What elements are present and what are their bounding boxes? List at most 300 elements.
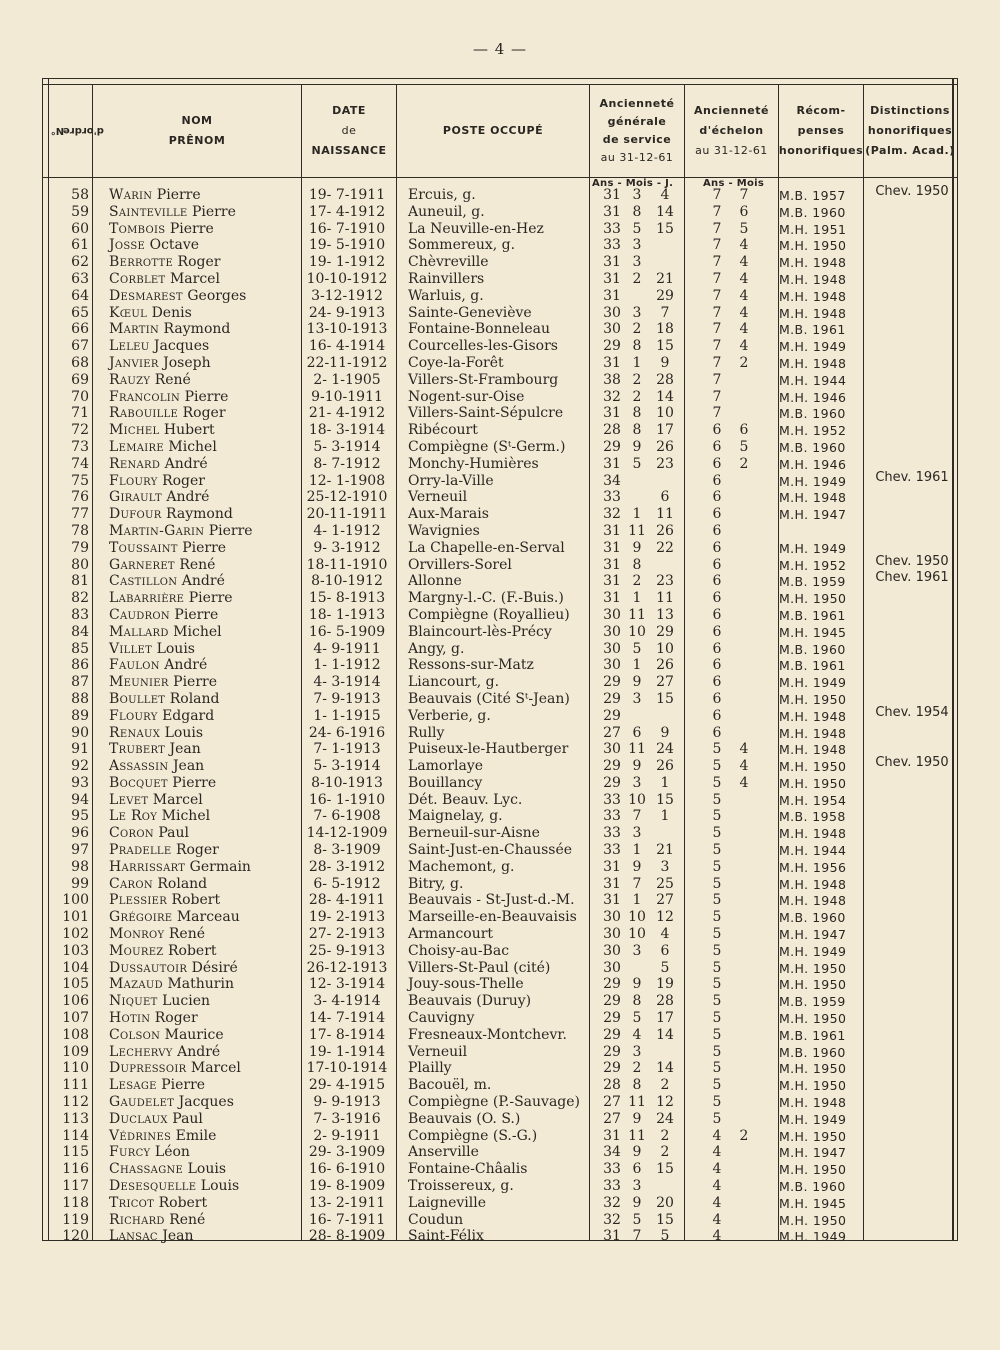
first-name: Robert <box>168 942 217 959</box>
row-number: 119 <box>62 1211 89 1228</box>
first-name: Marceau <box>176 909 240 926</box>
name-cell <box>109 1212 205 1229</box>
row-number: 112 <box>62 1094 89 1111</box>
row-number: 69 <box>71 371 89 388</box>
name-cell <box>109 607 218 624</box>
honorific-award: M.H. 1948 <box>779 708 847 724</box>
table-row <box>43 674 959 691</box>
table-row <box>43 960 959 977</box>
echelon-years: 7 <box>712 203 722 220</box>
service-years: 30 <box>603 606 621 623</box>
service-days: 28 <box>656 993 674 1010</box>
table-row <box>43 691 959 708</box>
echelon-years: 7 <box>712 388 722 405</box>
echelon-years: 5 <box>712 842 722 859</box>
first-name: Roger <box>182 405 226 422</box>
table-row <box>43 271 959 288</box>
echelon-years: 7 <box>712 187 722 203</box>
row-number: 91 <box>71 741 89 758</box>
service-years: 31 <box>603 590 621 607</box>
service-years: 30 <box>603 926 621 943</box>
post-occupied: Machemont, g. <box>408 858 515 875</box>
post-occupied: Nogent-sur-Oise <box>408 388 525 405</box>
surname: Rauzy <box>109 371 151 388</box>
service-days: 11 <box>656 590 674 607</box>
table-row <box>43 1111 959 1128</box>
post-occupied: La Chapelle-en-Serval <box>408 539 565 556</box>
birth-date: 19- 1-1914 <box>308 1043 386 1060</box>
table-row <box>43 221 959 238</box>
header-date-naissance: DATE de NAISSANCE <box>311 103 387 157</box>
service-days: 15 <box>656 1211 674 1228</box>
service-days: 1 <box>660 774 670 791</box>
table-row <box>43 422 959 439</box>
service-days: 26 <box>656 522 674 539</box>
honorific-award: M.H. 1949 <box>779 540 847 556</box>
first-name: Roland <box>169 690 220 707</box>
post-occupied: Laigneville <box>408 1194 487 1211</box>
first-name: Michel <box>161 808 211 825</box>
surname: Janvier <box>109 354 159 371</box>
service-years: 29 <box>603 1026 621 1043</box>
service-years: 28 <box>603 422 621 439</box>
row-number: 101 <box>62 909 89 926</box>
name-cell <box>109 641 195 658</box>
echelon-years: 4 <box>712 1127 722 1144</box>
birth-date: 28- 3-1912 <box>308 858 386 875</box>
table-row <box>43 1195 959 1212</box>
first-name: Roger <box>177 254 221 271</box>
surname: Floury <box>109 472 158 489</box>
service-months: 2 <box>632 573 642 590</box>
honorific-award: M.H. 1948 <box>779 271 847 287</box>
service-months: 8 <box>632 203 642 220</box>
service-days: 23 <box>656 455 674 472</box>
service-months: 2 <box>632 388 642 405</box>
post-occupied: Fontaine-Châalis <box>408 1161 528 1178</box>
echelon-years: 6 <box>712 489 722 506</box>
honorific-award: M.B. 1958 <box>779 809 846 825</box>
name-cell <box>109 456 208 473</box>
honorific-award: M.H. 1948 <box>779 742 847 758</box>
birth-date: 18- 3-1914 <box>308 422 386 439</box>
row-number: 70 <box>71 388 89 405</box>
service-days: 2 <box>660 1077 670 1094</box>
echelon-months: 4 <box>739 287 749 304</box>
name-cell <box>109 254 220 271</box>
table-row <box>43 741 959 758</box>
service-months: 10 <box>628 926 646 943</box>
first-name: Marcel <box>190 1060 241 1077</box>
name-cell <box>109 926 205 943</box>
service-days: 29 <box>656 623 674 640</box>
service-months: 8 <box>632 556 642 573</box>
post-occupied: Coudun <box>408 1211 464 1228</box>
birth-date: 16- 7-1910 <box>308 220 386 237</box>
name-cell <box>109 422 215 439</box>
service-days: 10 <box>656 405 674 422</box>
service-days: 22 <box>656 539 674 556</box>
table-row <box>43 557 959 574</box>
echelon-years: 6 <box>712 455 722 472</box>
honorific-award: M.H. 1950 <box>779 1078 847 1094</box>
table-row <box>43 338 959 355</box>
echelon-months: 2 <box>739 455 749 472</box>
service-years: 31 <box>603 405 621 422</box>
row-number: 73 <box>71 438 89 455</box>
service-years: 31 <box>603 573 621 590</box>
echelon-years: 5 <box>712 942 722 959</box>
birth-date: 28- 8-1909 <box>308 1228 386 1245</box>
post-occupied: Bacouël, m. <box>408 1077 492 1094</box>
table-row <box>43 1027 959 1044</box>
row-number: 84 <box>71 623 89 640</box>
row-number: 97 <box>71 842 89 859</box>
honorific-award: M.B. 1959 <box>779 574 846 590</box>
service-months: 9 <box>632 1144 642 1161</box>
service-months: 3 <box>632 237 642 254</box>
table-row <box>43 506 959 523</box>
honorific-award: M.H. 1948 <box>779 355 847 371</box>
service-years: 30 <box>603 640 621 657</box>
honorific-award: M.H. 1949 <box>779 675 847 691</box>
table-row <box>43 876 959 893</box>
table-row <box>43 624 959 641</box>
service-days: 19 <box>656 976 674 993</box>
service-years: 30 <box>603 657 621 674</box>
service-months: 2 <box>632 321 642 338</box>
birth-date: 18- 1-1913 <box>308 606 386 623</box>
row-number: 58 <box>71 187 89 203</box>
name-cell <box>109 674 217 691</box>
honorific-award: M.H. 1948 <box>779 725 847 741</box>
first-name: Pierre <box>173 674 218 691</box>
honorific-award: M.H. 1951 <box>779 221 847 237</box>
name-cell <box>109 221 214 238</box>
service-months: 1 <box>632 892 642 909</box>
post-occupied: Coye-la-Forêt <box>408 354 504 371</box>
surname: Caron <box>109 875 153 892</box>
honorific-award: M.B. 1960 <box>779 1044 846 1060</box>
echelon-years: 4 <box>712 1228 722 1245</box>
echelon-years: 5 <box>712 758 722 775</box>
distinction-entry: Chev. 1961 <box>875 570 949 586</box>
service-days: 24 <box>656 1110 674 1127</box>
service-years: 29 <box>603 758 621 775</box>
service-years: 30 <box>603 959 621 976</box>
name-cell <box>109 775 216 792</box>
service-years: 29 <box>603 707 621 724</box>
echelon-years: 5 <box>712 825 722 842</box>
first-name: Germain <box>189 858 251 875</box>
birth-date: 13- 2-1911 <box>308 1194 386 1211</box>
first-name: Pierre <box>184 388 229 405</box>
honorific-award: M.H. 1950 <box>779 591 847 607</box>
service-years: 27 <box>603 724 621 741</box>
post-occupied: La Neuville-en-Hez <box>408 220 544 237</box>
table-row <box>43 725 959 742</box>
birth-date: 16- 1-1910 <box>308 791 386 808</box>
echelon-months: 4 <box>739 237 749 254</box>
table-row <box>43 305 959 322</box>
first-name: Pierre <box>182 539 227 556</box>
table-row <box>43 254 959 271</box>
post-occupied: Rainvillers <box>408 270 485 287</box>
distinction-entry: Chev. 1950 <box>875 755 949 771</box>
echelon-years: 7 <box>712 220 722 237</box>
first-name: André <box>164 455 208 472</box>
surname: Lemaire <box>109 438 164 455</box>
service-days: 15 <box>656 791 674 808</box>
echelon-years: 5 <box>712 791 722 808</box>
service-days: 17 <box>656 422 674 439</box>
birth-date: 17- 8-1914 <box>308 1026 386 1043</box>
first-name: Joseph <box>163 354 211 371</box>
echelon-years: 4 <box>712 1144 722 1161</box>
service-years: 33 <box>603 489 621 506</box>
row-number: 113 <box>62 1110 89 1127</box>
service-days: 5 <box>660 1228 670 1245</box>
table-row <box>43 389 959 406</box>
service-days: 15 <box>656 690 674 707</box>
honorific-award: M.H. 1948 <box>779 893 847 909</box>
personnel-table <box>42 78 958 1245</box>
table-row <box>43 708 959 725</box>
echelon-years: 6 <box>712 674 722 691</box>
table-row <box>43 355 959 372</box>
birth-date: 17- 4-1912 <box>308 203 386 220</box>
post-occupied: Verberie, g. <box>408 707 491 724</box>
first-name: André <box>177 1043 221 1060</box>
surname: Lesage <box>109 1077 157 1094</box>
post-occupied: Wavignies <box>408 522 480 539</box>
honorific-award: M.H. 1949 <box>779 1111 847 1127</box>
service-months: 11 <box>628 1127 646 1144</box>
header-poste: POSTE OCCUPÉ <box>442 123 544 137</box>
table-row <box>43 590 959 607</box>
first-name: Lucien <box>162 993 210 1010</box>
service-years: 29 <box>603 1010 621 1027</box>
row-number: 85 <box>71 640 89 657</box>
post-occupied: Allonne <box>408 573 462 590</box>
row-number: 114 <box>62 1127 89 1144</box>
first-name: Marcel <box>152 791 203 808</box>
name-cell <box>109 338 209 355</box>
birth-date: 29- 3-1909 <box>308 1144 386 1161</box>
first-name: Louis <box>200 1178 240 1195</box>
surname: Védrines <box>109 1127 172 1144</box>
service-days: 27 <box>656 892 674 909</box>
name-cell <box>109 976 234 993</box>
service-months: 3 <box>632 774 642 791</box>
name-cell <box>109 573 225 590</box>
first-name: Roger <box>162 472 205 489</box>
surname: Le Roy <box>109 808 158 825</box>
echelon-years: 5 <box>712 1110 722 1127</box>
birth-date: 6- 5-1912 <box>313 875 381 892</box>
service-months: 11 <box>628 741 646 758</box>
birth-date: 8- 7-1912 <box>313 455 381 472</box>
service-days: 10 <box>656 640 674 657</box>
service-days: 9 <box>660 724 670 741</box>
row-number: 62 <box>71 254 89 271</box>
first-name: Pierre <box>161 1077 206 1094</box>
echelon-months: 6 <box>739 422 749 439</box>
name-cell <box>109 405 226 422</box>
service-months: 2 <box>632 270 642 287</box>
row-number: 61 <box>71 237 89 254</box>
surname: Trubert <box>109 741 166 758</box>
service-months: 8 <box>632 338 642 355</box>
name-cell <box>109 1161 226 1178</box>
birth-date: 9- 9-1913 <box>313 1094 381 1111</box>
service-months: 10 <box>628 909 646 926</box>
distinction-entry: Chev. 1950 <box>875 553 949 569</box>
service-days: 29 <box>656 287 674 304</box>
honorific-award: M.H. 1948 <box>779 876 847 892</box>
post-occupied: Margny-l.-C. (F.-Buis.) <box>408 590 564 607</box>
surname: Monroy <box>109 926 165 943</box>
row-number: 83 <box>71 606 89 623</box>
post-occupied: Fontaine-Bonneleau <box>408 321 551 338</box>
name-cell <box>109 1094 234 1111</box>
post-occupied: Beauvais (O. S.) <box>408 1110 521 1127</box>
row-number: 109 <box>62 1043 89 1060</box>
service-years: 31 <box>603 287 621 304</box>
echelon-months: 5 <box>739 220 749 237</box>
post-occupied: Jouy-sous-Thelle <box>408 976 524 993</box>
service-months: 1 <box>632 842 642 859</box>
birth-date: 25-12-1910 <box>306 489 388 506</box>
table-row <box>43 825 959 842</box>
service-days: 7 <box>660 304 670 321</box>
post-occupied: Rully <box>408 724 445 741</box>
post-occupied: Orry-la-Ville <box>408 472 494 489</box>
table-row <box>43 808 959 825</box>
row-number: 78 <box>71 522 89 539</box>
service-years: 30 <box>603 623 621 640</box>
row-number: 75 <box>71 472 89 489</box>
name-cell <box>109 305 192 322</box>
surname: Mazaud <box>109 976 163 993</box>
name-cell <box>109 1010 198 1027</box>
service-years: 34 <box>603 472 621 489</box>
post-occupied: Chèvreville <box>408 254 489 271</box>
service-months: 10 <box>628 791 646 808</box>
first-name: René <box>168 926 206 943</box>
row-number: 87 <box>71 674 89 691</box>
service-years: 31 <box>603 254 621 271</box>
honorific-award: M.H. 1947 <box>779 1145 847 1161</box>
service-months: 9 <box>632 976 642 993</box>
surname: Coron <box>109 825 154 842</box>
service-days: 14 <box>656 1026 674 1043</box>
post-occupied: Lamorlaye <box>408 758 484 775</box>
birth-date: 5- 3-1914 <box>313 758 381 775</box>
echelon-years: 6 <box>712 506 722 523</box>
subheader-ans-mois: Ans - Mois <box>703 178 765 189</box>
birth-date: 21- 4-1912 <box>308 405 386 422</box>
first-name: Octave <box>149 237 200 254</box>
service-months: 7 <box>632 1228 642 1245</box>
birth-date: 2- 9-1911 <box>313 1127 381 1144</box>
service-months: 5 <box>632 220 642 237</box>
echelon-months: 4 <box>739 338 749 355</box>
birth-date: 8- 3-1909 <box>313 842 381 859</box>
post-occupied: Choisy-au-Bac <box>408 942 510 959</box>
service-days: 15 <box>656 220 674 237</box>
birth-date: 2- 1-1905 <box>313 371 381 388</box>
echelon-months: 4 <box>739 741 749 758</box>
post-occupied: Saint-Just-en-Chaussée <box>408 842 573 859</box>
service-years: 28 <box>603 1077 621 1094</box>
surname: Lechervy <box>109 1043 173 1060</box>
surname: Corblet <box>109 270 166 287</box>
post-occupied: Villers-St-Paul (cité) <box>408 959 551 976</box>
surname: Garneret <box>109 556 175 573</box>
service-years: 33 <box>603 808 621 825</box>
echelon-years: 6 <box>712 590 722 607</box>
first-name: René <box>154 371 191 388</box>
service-days: 15 <box>656 1161 674 1178</box>
header-anciennete-echelon: Ancienneté d'échelon au 31-12-61 <box>694 103 769 157</box>
surname: Chassagne <box>109 1161 184 1178</box>
row-number: 117 <box>62 1178 89 1195</box>
service-months: 1 <box>632 506 642 523</box>
first-name: Jean <box>169 741 201 758</box>
service-months: 2 <box>632 1060 642 1077</box>
row-number: 103 <box>62 942 89 959</box>
first-name: Louis <box>187 1161 226 1178</box>
birth-date: 20-11-1911 <box>306 506 388 523</box>
service-years: 29 <box>603 774 621 791</box>
honorific-award: M.B. 1959 <box>779 994 846 1010</box>
honorific-award: M.H. 1946 <box>779 389 847 405</box>
surname: Richard <box>109 1211 165 1228</box>
table-row <box>43 607 959 624</box>
honorific-award: M.B. 1961 <box>779 658 846 674</box>
first-name: Marcel <box>169 270 220 287</box>
service-months: 11 <box>628 606 646 623</box>
post-occupied: Berneuil-sur-Aisne <box>408 825 540 842</box>
surname: Pradelle <box>109 842 172 859</box>
service-days: 27 <box>656 674 674 691</box>
first-name: Paul <box>172 1110 203 1127</box>
surname: Tombois <box>109 220 166 237</box>
echelon-months: 2 <box>739 1127 749 1144</box>
service-days: 11 <box>656 506 674 523</box>
first-name: André <box>166 489 210 506</box>
service-months: 3 <box>632 942 642 959</box>
name-cell <box>109 691 220 708</box>
echelon-months: 4 <box>739 270 749 287</box>
surname: Girault <box>109 489 162 506</box>
table-row <box>43 1212 959 1229</box>
service-years: 33 <box>603 1161 621 1178</box>
surname: Levet <box>109 791 149 808</box>
honorific-award: M.H. 1948 <box>779 305 847 321</box>
service-years: 29 <box>603 993 621 1010</box>
name-cell <box>109 489 209 506</box>
first-name: André <box>181 573 225 590</box>
service-years: 31 <box>603 522 621 539</box>
honorific-award: M.H. 1949 <box>779 943 847 959</box>
first-name: Hubert <box>163 422 215 439</box>
first-name: Robert <box>158 1194 208 1211</box>
table-row <box>43 540 959 557</box>
honorific-award: M.H. 1950 <box>779 1061 847 1077</box>
birth-date: 5- 3-1914 <box>313 438 381 455</box>
